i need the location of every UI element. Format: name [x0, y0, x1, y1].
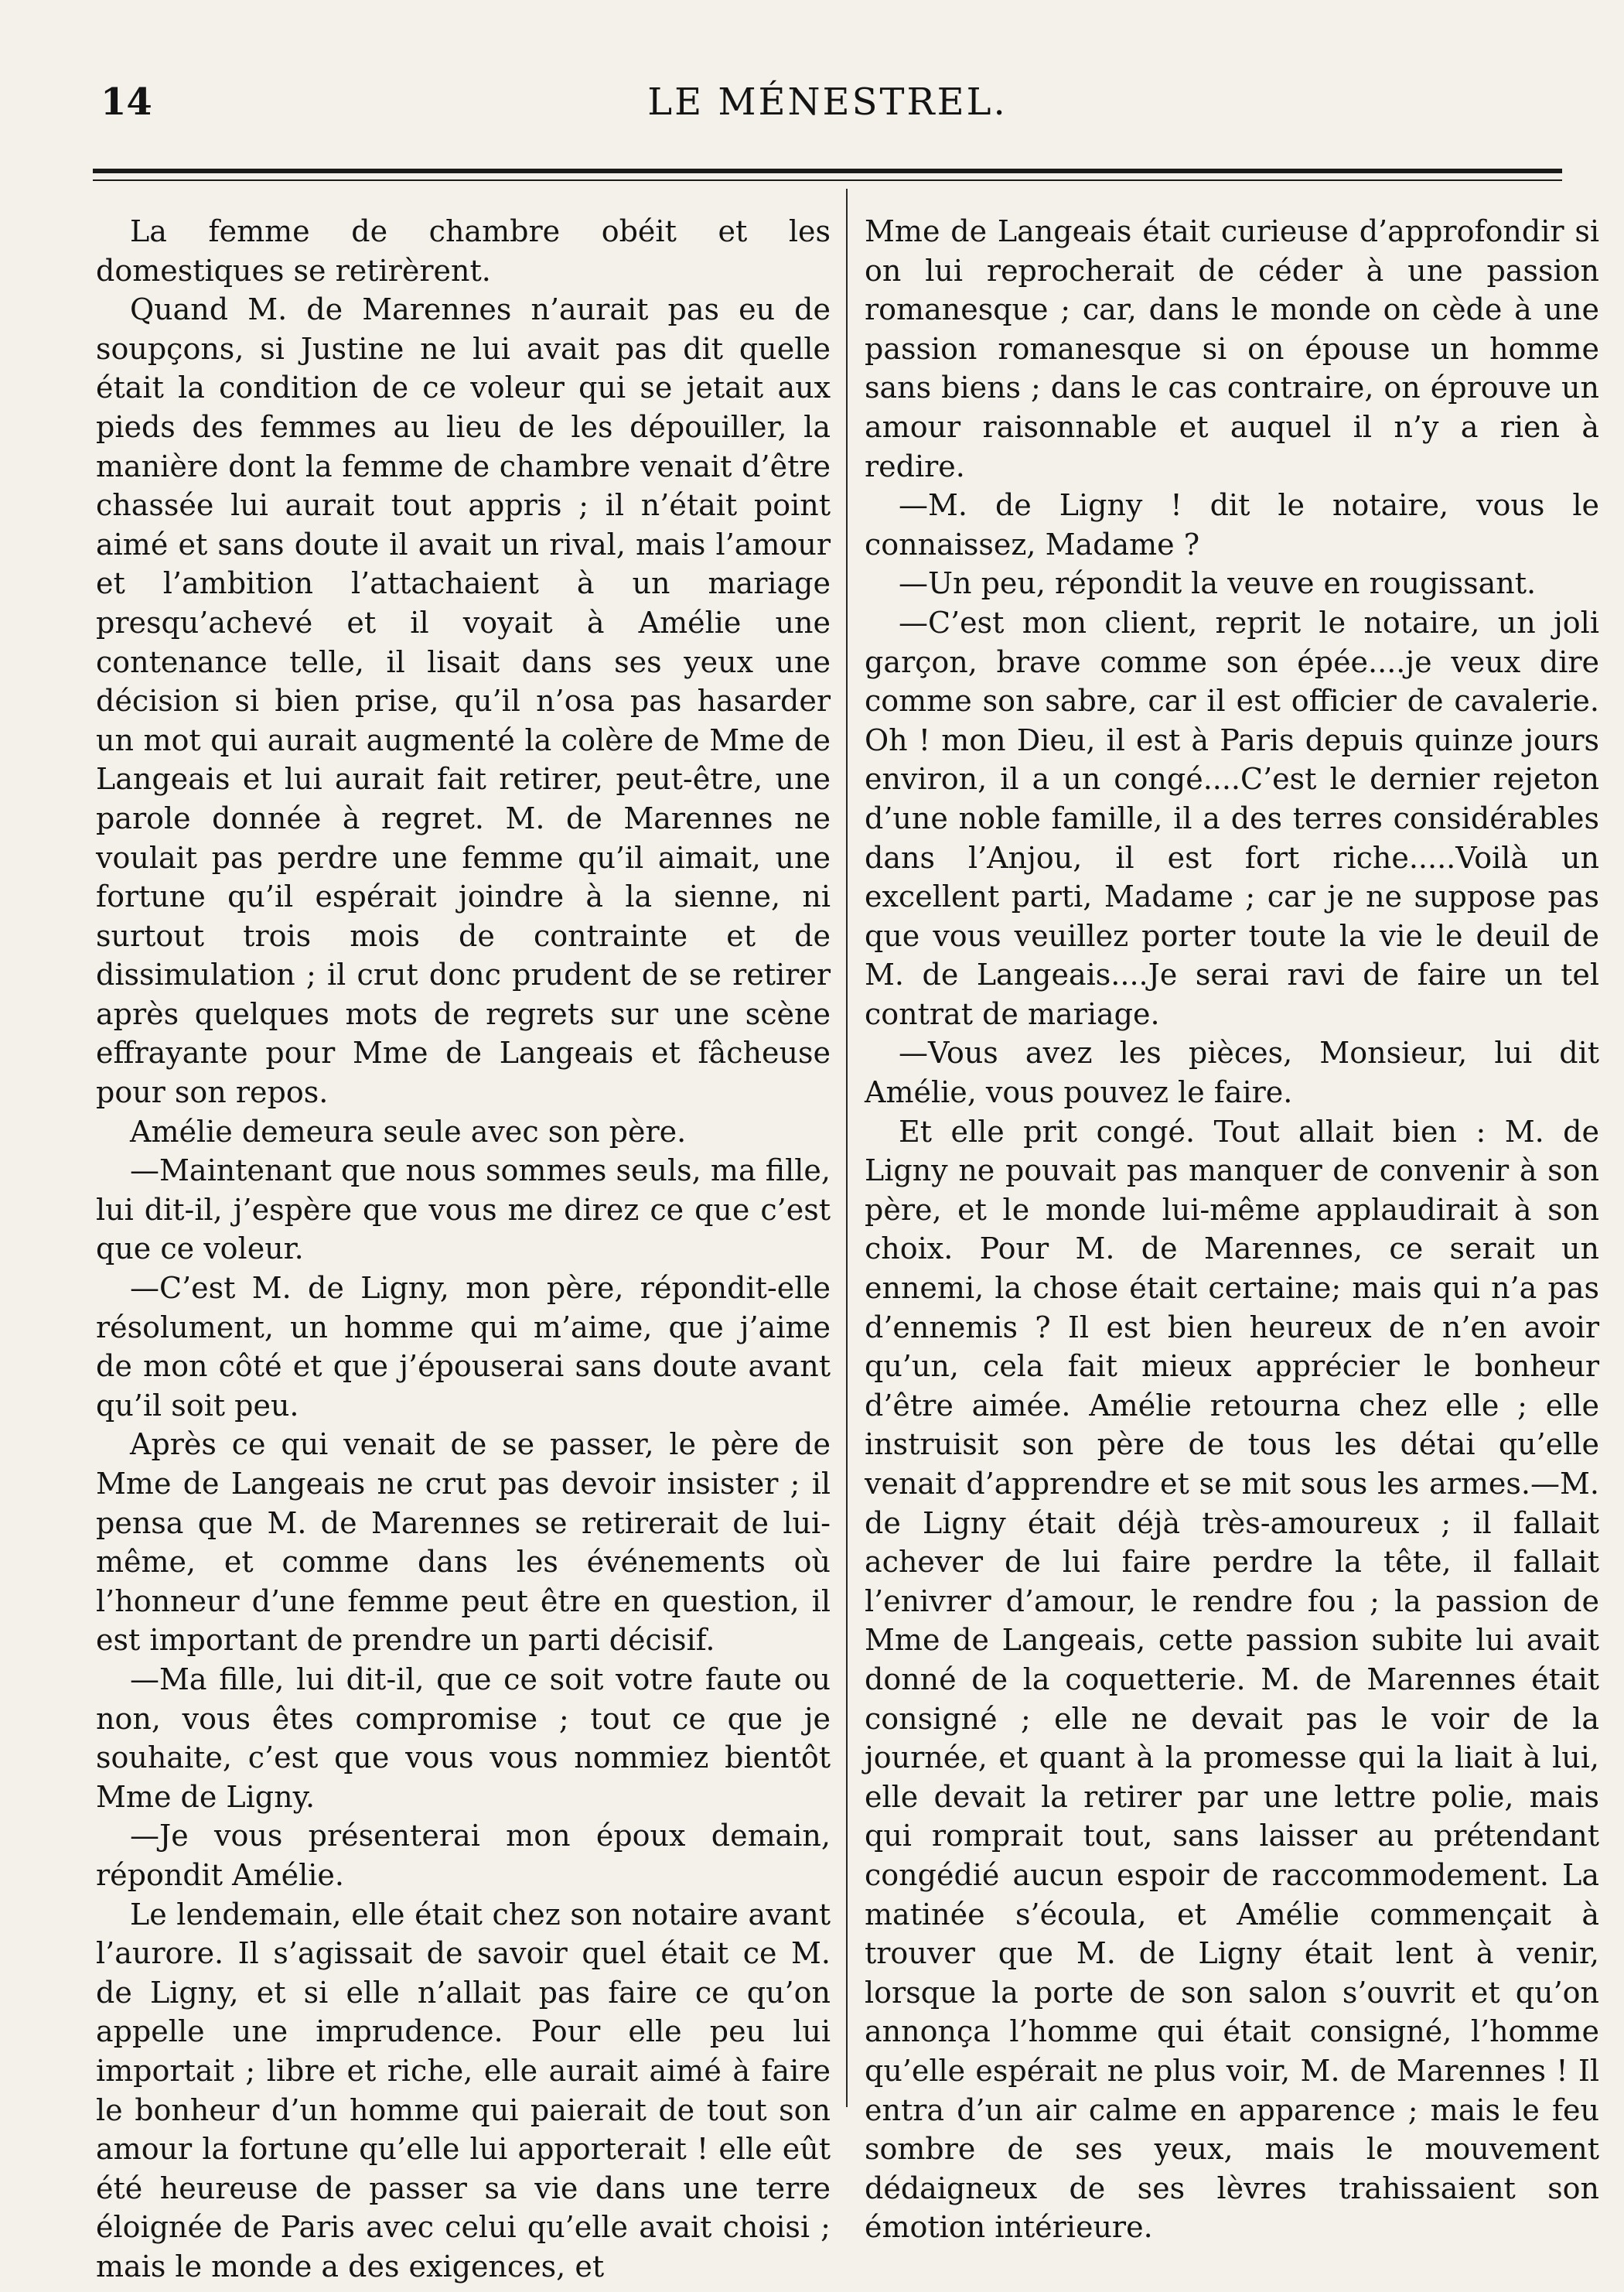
paragraph: —Ma fille, lui dit-il, que ce soit votre faute ou non, vous êtes compromise ; tout ce que je souhaite, c’est que vous vous nommiez bientôt Mme de Ligny.: [96, 1662, 831, 1814]
paragraph: Et elle prit congé. Tout allait bien : M. de Ligny ne pouvait pas manquer de convenir à son père, et le monde lui-même applaudirait à son choix. Pour M. de Marennes, ce serait un ennemi, la chose était certaine; mais qui n’a pas d’ennemis ? Il est bien heureux de n’en avoir qu’un, cela fait mieux apprécier le bonheur d’être aimée. Amélie retourna chez elle ; elle instruisit son père de tous les détai qu’elle venait d’apprendre et se mit sous les armes.—M. de Ligny était déjà très-amoureux ; il fallait achever de lui faire perdre la tête, il fallait l’enivrer d’amour, le rendre fou ; la passion de Mme de Langeais, cette passion subite lui avait donné de la coquetterie. M. de Marennes était consigné ; elle ne devait pas le voir de la journée, et quant à la promesse qui la liait à lui, elle devait la retirer par une lettre polie, mais qui romprait tout, sans laisser au prétendant congédié aucun espoir de raccommodement. La matinée s’écoula, et Amélie commençait à trouver que M. de Ligny était lent à venir, lorsque la porte de son salon s’ouvrit et qu’on annonça l’homme qui était consigné, l’homme qu’elle espérait ne plus voir, M. de Marennes ! Il entra d’un air calme en apparence ; mais le feu sombre de ses yeux, mais le mouvement dédaigneux de ses lèvres trahissaient son émotion intérieure.: [865, 1114, 1599, 2245]
paragraph: —Vous avez les pièces, Monsieur, lui dit Amélie, vous pouvez le faire.: [865, 1036, 1599, 1110]
paragraph: Quand M. de Marennes n’aurait pas eu de soupçons, si Justine ne lui avait pas dit quelle était la condition de ce voleur qui se jetait aux pieds des femmes au lieu de les dépouiller, la manière dont la femme de chambre venait d’être chassée lui aurait tout appris ; il n’était point aimé et sans doute il avait un rival, mais l’amour et l’ambition l’attachaient à un mariage presqu’achevé et il voyait à Amélie une contenance telle, il lisait dans ses yeux une décision si bien prise, qu’il n’osa pas hasarder un mot qui aurait augmenté la colère de Mme de Langeais et lui aurait fait retirer, peut-être, une parole donnée à regret. M. de Marennes ne voulait pas perdre une femme qu’il aimait, une fortune qu’il espérait joindre à la sienne, ni surtout trois mois de contrainte et de dissimulation ; il crut donc prudent de se retirer après quelques mots de regrets sur une scène effrayante pour Mme de Langeais et fâcheuse pour son repos.: [96, 292, 831, 1110]
running-title: LE MÉNESTREL.: [647, 80, 1008, 124]
column-separator: [846, 189, 848, 2107]
paragraph: Le lendemain, elle était chez son notaire avant l’aurore. Il s’agissait de savoir quel était ce M. de Ligny, et si elle n’allait pas faire ce qu’on appelle une imprudence. Pour elle peu lui importait ; libre et riche, elle aurait aimé à faire le bonheur d’un homme qui paierait de tout son amour la fortune qu’elle lui apporterait ! elle eût été heureuse de passer sa vie dans une terre éloignée de Paris avec celui qu’elle avait choisi ; mais le monde a des exigences, et: [96, 1897, 831, 2283]
header-rule-thick: [93, 169, 1562, 173]
paragraph: Amélie demeura seule avec son père.: [130, 1114, 687, 1149]
paragraph: —Je vous présenterai mon époux demain, répondit Amélie.: [96, 1819, 831, 1892]
paragraph: —Un peu, répondit la veuve en rougissant.: [899, 566, 1537, 601]
left-column: [96, 212, 831, 2286]
paragraph: —C’est M. de Ligny, mon père, répondit-elle résolument, un homme qui m’aime, que j’aime de mon côté et que j’épouserai sans doute avant qu’il soit peu.: [96, 1271, 831, 1423]
right-column: [865, 212, 1599, 2247]
paragraph: —Maintenant que nous sommes seuls, ma fille, lui dit-il, j’espère que vous me direz ce que c’est que ce voleur.: [96, 1153, 831, 1266]
paragraph: Mme de Langeais était curieuse d’approfondir si on lui reprocherait de céder à une passion romanesque ; car, dans le monde on cède à une passion romanesque si on épouse un homme sans biens ; dans le cas contraire, on éprouve un amour raisonnable et auquel il n’y a rien à redire.: [865, 214, 1599, 483]
paragraph: —C’est mon client, reprit le notaire, un joli garçon, brave comme son épée....je veux dire comme son sabre, car il est officier de cavalerie. Oh ! mon Dieu, il est à Paris depuis quinze jours environ, il a un congé....C’est le dernier rejeton d’une noble famille, il a des terres considérables dans l’Anjou, il est fort riche.....Voilà un excellent parti, Madame ; car je ne suppose pas que vous veuillez porter toute la vie le deuil de M. de Langeais....Je serai ravi de faire un tel contrat de mariage.: [865, 605, 1599, 1031]
paragraph: Après ce qui venait de se passer, le père de Mme de Langeais ne crut pas devoir insister ; il pensa que M. de Marennes se retirerait de lui-même, et comme dans les événements où l’honneur d’une femme peut être en question, il est important de prendre un parti décisif.: [96, 1427, 831, 1658]
page-header: [93, 77, 1562, 124]
header-rule-thin: [93, 179, 1562, 181]
paragraph: —M. de Ligny ! dit le notaire, vous le connaissez, Madame ?: [865, 488, 1599, 562]
paragraph: La femme de chambre obéit et les domestiques se retirèrent.: [96, 214, 831, 288]
page-number: 14: [101, 80, 152, 124]
